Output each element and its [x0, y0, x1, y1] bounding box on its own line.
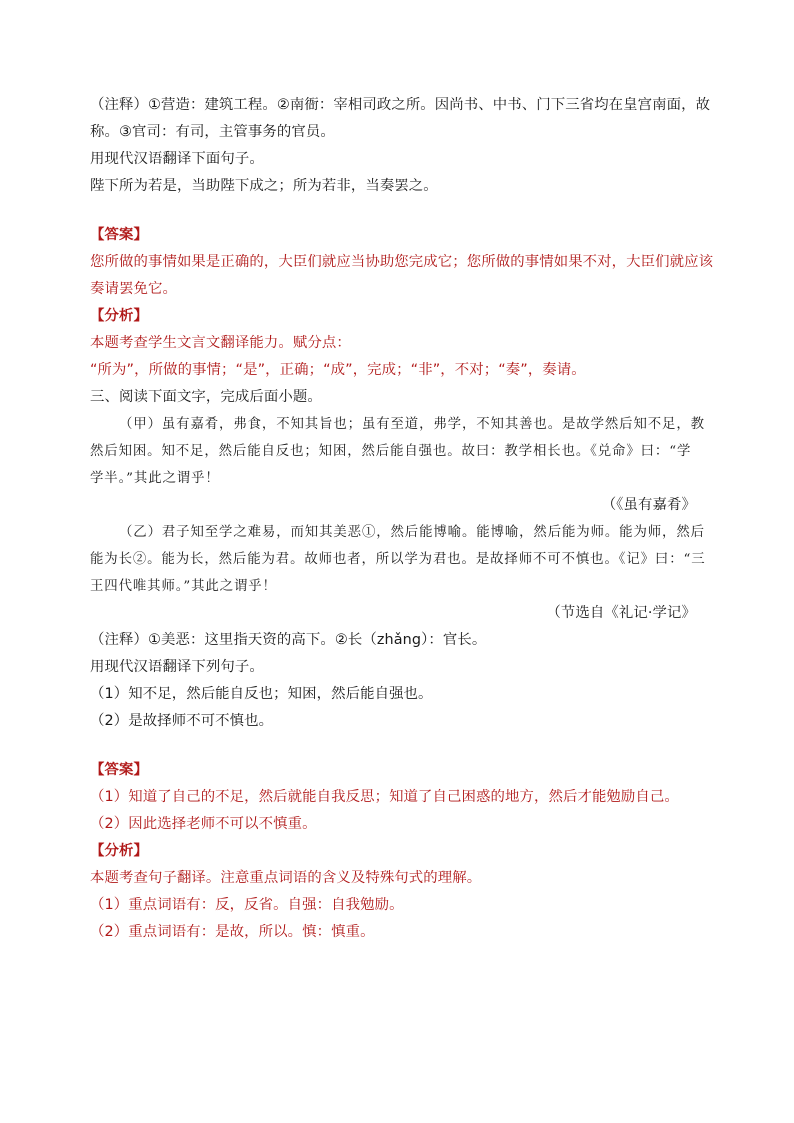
question-text: 用现代汉语翻译下列句子。	[90, 659, 264, 675]
source-sentence: 陛下所为若是，当助陛下成之；所为若非，当奏罢之。	[90, 178, 438, 194]
question-item: （1）知不足，然后能自反也；知困，然后能自强也。	[90, 686, 433, 702]
section-heading: 三、阅读下面文字，完成后面小题。	[90, 389, 322, 405]
passage-a-source: （《虽有嘉肴》	[601, 497, 696, 513]
passage-a-line: 学半。”其此之谓乎！	[90, 471, 220, 486]
note-line: （注释）①营造：建筑工程。②南衙：宰相司政之所。因尚书、中书、门下三省均在皇宫南面，故	[90, 97, 711, 113]
spacer	[90, 200, 702, 222]
analysis-text: （1）重点词语有：反，反省。自强：自我勉励。	[90, 897, 404, 913]
analysis-heading: 【分析】	[90, 843, 148, 859]
answer-text: 奏请罢免它。	[90, 281, 177, 297]
note-line: （注释）①美恶：这里指天资的高下。②长（zhǎng）：官长。	[90, 632, 487, 648]
spacer	[90, 735, 702, 757]
answer-text: 您所做的事情如果是正确的，大臣们就应当协助您完成它；您所做的事情如果不对，大臣们就应该	[90, 254, 714, 270]
passage-b-source: （节选自《礼记·学记》	[546, 605, 696, 621]
analysis-heading: 【分析】	[90, 308, 148, 324]
answer-text: （1）知道了自己的不足，然后就能自我反思；知道了自己困惑的地方，然后才能勉励自己。	[90, 789, 679, 805]
passage-a-line: （甲）虽有嘉肴，弗食，不知其旨也；虽有至道，弗学，不知其善也。是故学然后知不足，教	[119, 417, 705, 432]
analysis-text: （2）重点词语有：是故，所以。慎：慎重。	[90, 924, 375, 940]
analysis-text: 本题考查学生文言文翻译能力。赋分点：	[90, 335, 351, 351]
passage-b-line: （乙）君子知至学之难易，而知其美恶①，然后能博喻。能博喻，然后能为师。能为师，然后	[119, 525, 705, 540]
passage-b-line: 能为长②。能为长，然后能为君。故师也者，所以学为君也。是故择师不可不慎也。《记》曰：“三	[90, 552, 706, 567]
analysis-text: “所为”，所做的事情；“是”，正确；“成”，完成；“非”，不对；“奏”，奏请。	[90, 362, 586, 378]
analysis-text: 本题考查句子翻译。注意重点词语的含义及特殊句式的理解。	[90, 870, 482, 886]
passage-a-line: 然后知困。知不足，然后能自反也；知困，然后能自强也。故曰：教学相长也。《兑命》曰：“学	[90, 444, 692, 459]
note-line: 称。③官司：有司，主管事务的官员。	[90, 124, 335, 140]
answer-text: （2）因此选择老师不可以不慎重。	[90, 816, 317, 832]
question-item: （2）是故择师不可不慎也。	[90, 713, 274, 729]
document-page	[90, 92, 714, 946]
answer-heading: 【答案】	[90, 227, 148, 243]
passage-b-line: 王四代唯其师。”其此之谓乎！	[90, 579, 277, 594]
answer-heading: 【答案】	[90, 762, 148, 778]
question-text: 用现代汉语翻译下面句子。	[90, 151, 264, 167]
